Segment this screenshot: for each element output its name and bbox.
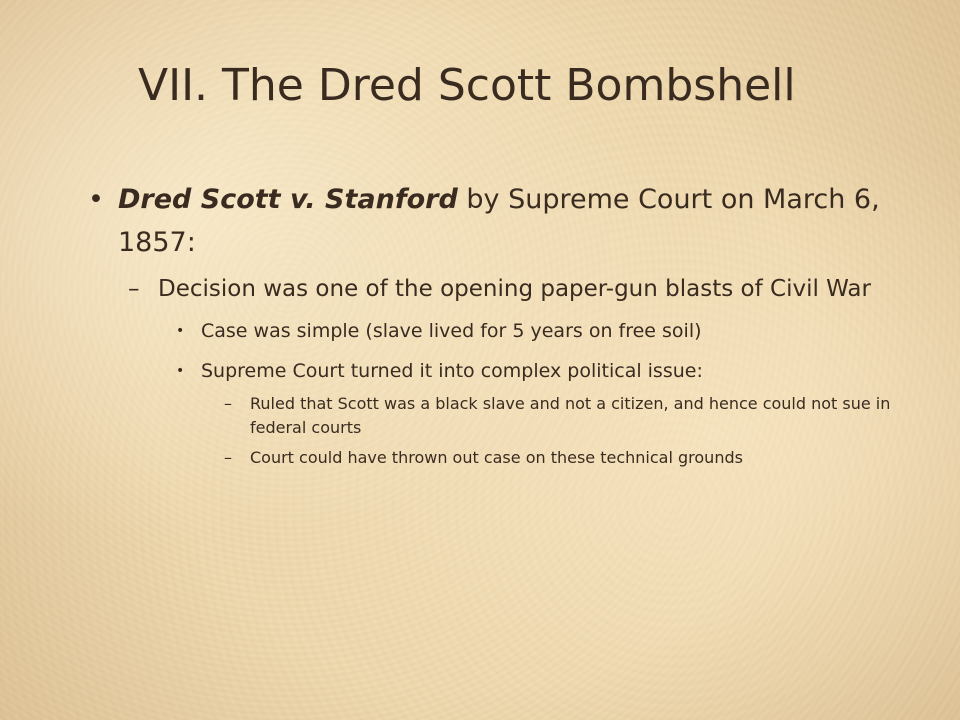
case-name: Dred Scott v. Stanford — [118, 184, 458, 215]
bullet-marker: • — [176, 323, 185, 339]
bullet-text: Court could have thrown out case on these technical grounds — [250, 448, 743, 467]
slide-title: VII. The Dred Scott Bombshell — [138, 60, 796, 111]
slide-content — [88, 178, 928, 470]
bullet-level3 — [176, 316, 861, 346]
bullet-level4 — [224, 446, 930, 470]
bullet-text: by Supreme Court on March 6, 1857: — [118, 184, 880, 258]
bullet-level4 — [224, 392, 930, 440]
bullet-level2 — [128, 272, 888, 306]
dash-marker: – — [128, 276, 140, 302]
bullet-marker: • — [88, 184, 104, 215]
dash-marker: – — [224, 448, 232, 467]
bullet-level1 — [88, 178, 888, 264]
bullet-text: Supreme Court turned it into complex political issue: — [201, 360, 703, 382]
bullet-text: Ruled that Scott was a black slave and not a citizen, and hence could not sue in federal courts — [250, 394, 891, 437]
bullet-marker: • — [176, 363, 185, 379]
dash-marker: – — [224, 394, 232, 413]
bullet-level3 — [176, 356, 861, 386]
bullet-text: Decision was one of the opening paper-gun blasts of Civil War — [158, 276, 871, 302]
bullet-text: Case was simple (slave lived for 5 years on free soil) — [201, 320, 702, 342]
